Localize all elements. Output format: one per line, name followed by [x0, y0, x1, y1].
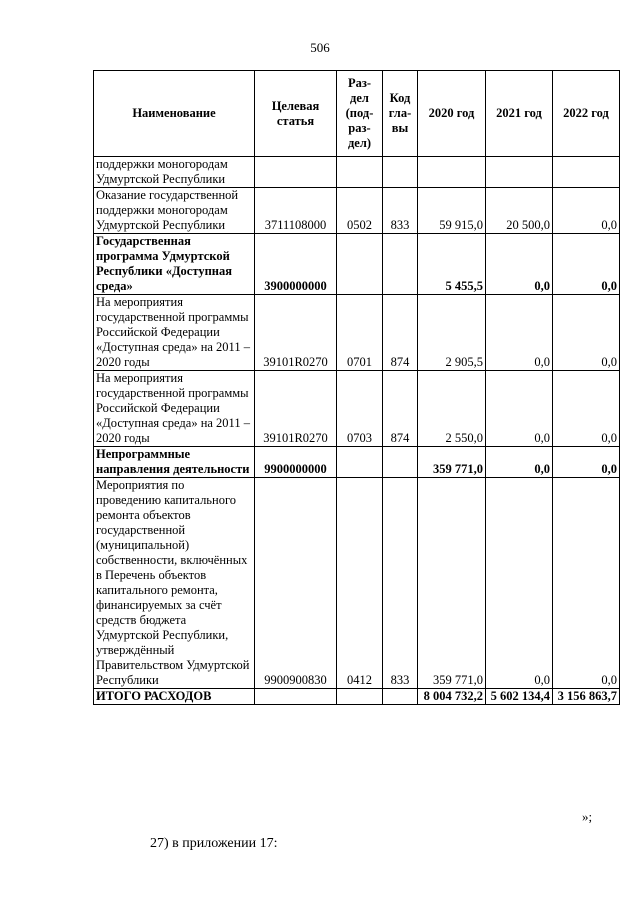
row-chapter: 874: [383, 371, 418, 447]
row-chapter: [383, 234, 418, 295]
row-2020: 359 771,0: [418, 447, 486, 478]
row-2022: 0,0: [553, 295, 620, 371]
row-2021: 0,0: [486, 295, 553, 371]
row-name: На мероприятия государственной программы Российской Федерации «Доступная среда» на 2011 – 2020 годы: [94, 371, 255, 447]
row-section: 0703: [337, 371, 383, 447]
header-chapter: Код гла-вы: [383, 71, 418, 157]
total-label: ИТОГО РАСХОДОВ: [94, 689, 255, 705]
row-chapter: [383, 447, 418, 478]
total-2021: 5 602 134,4: [486, 689, 553, 705]
row-2021: 0,0: [486, 478, 553, 689]
row-2021: 0,0: [486, 447, 553, 478]
total-empty-cell: [383, 689, 418, 705]
table-row: [94, 478, 620, 689]
row-name: Мероприятия по проведению капитального ремонта объектов государственной (муниципальной) собственности, включённых в Перечень объектов капитального ремонта, финансируемых за счёт средств бюджета Удмуртской Республики, утверждённый Правительством Удмуртской Республики: [94, 478, 255, 689]
header-2021: 2021 год: [486, 71, 553, 157]
row-target: 39101R0270: [255, 295, 337, 371]
table-row: [94, 234, 620, 295]
budget-table: [93, 70, 620, 705]
row-2020: [418, 157, 486, 188]
closing-quote: »;: [582, 809, 593, 824]
row-2020: 59 915,0: [418, 188, 486, 234]
total-row: [94, 689, 620, 705]
row-target: 3711108000: [255, 188, 337, 234]
row-target: [255, 157, 337, 188]
row-name: Государственная программа Удмуртской Республики «Доступная среда»: [94, 234, 255, 295]
row-2022: [553, 157, 620, 188]
row-chapter: 833: [383, 188, 418, 234]
row-2020: 2 905,5: [418, 295, 486, 371]
page-number: 506: [310, 40, 330, 55]
row-chapter: 833: [383, 478, 418, 689]
table-row: [94, 188, 620, 234]
table-row: [94, 157, 620, 188]
row-2022: 0,0: [553, 188, 620, 234]
row-section: 0701: [337, 295, 383, 371]
row-section: [337, 447, 383, 478]
total-empty-cell: [255, 689, 337, 705]
header-name: Наименование: [94, 71, 255, 157]
header-section: Раз-дел (под-раз-дел): [337, 71, 383, 157]
header-2022: 2022 год: [553, 71, 620, 157]
row-2020: 2 550,0: [418, 371, 486, 447]
row-name: поддержки моногородам Удмуртской Республики: [94, 157, 255, 188]
row-2020: 5 455,5: [418, 234, 486, 295]
header-target: Целевая статья: [255, 71, 337, 157]
row-2021: 0,0: [486, 371, 553, 447]
row-section: [337, 234, 383, 295]
total-empty-cell: [337, 689, 383, 705]
row-section: [337, 157, 383, 188]
total-2022: 3 156 863,7: [553, 689, 620, 705]
row-2022: 0,0: [553, 371, 620, 447]
total-2020: 8 004 732,2: [418, 689, 486, 705]
footer-line: 27) в приложении 17:: [150, 836, 278, 851]
row-target: 9900000000: [255, 447, 337, 478]
row-2020: 359 771,0: [418, 478, 486, 689]
row-2021: [486, 157, 553, 188]
row-name: Непрограммные направления деятельности: [94, 447, 255, 478]
row-2022: 0,0: [553, 447, 620, 478]
row-name: Оказание государственной поддержки моногородам Удмуртской Республики: [94, 188, 255, 234]
row-name: На мероприятия государственной программы Российской Федерации «Доступная среда» на 2011 – 2020 годы: [94, 295, 255, 371]
row-section: 0412: [337, 478, 383, 689]
header-2020: 2020 год: [418, 71, 486, 157]
row-2021: 0,0: [486, 234, 553, 295]
table-row: [94, 371, 620, 447]
row-2022: 0,0: [553, 478, 620, 689]
table-header-row: [94, 71, 620, 157]
row-section: 0502: [337, 188, 383, 234]
row-2021: 20 500,0: [486, 188, 553, 234]
row-target: 39101R0270: [255, 371, 337, 447]
row-chapter: [383, 157, 418, 188]
row-chapter: 874: [383, 295, 418, 371]
row-target: 3900000000: [255, 234, 337, 295]
row-2022: 0,0: [553, 234, 620, 295]
row-target: 9900900830: [255, 478, 337, 689]
table-row: [94, 447, 620, 478]
table-row: [94, 295, 620, 371]
